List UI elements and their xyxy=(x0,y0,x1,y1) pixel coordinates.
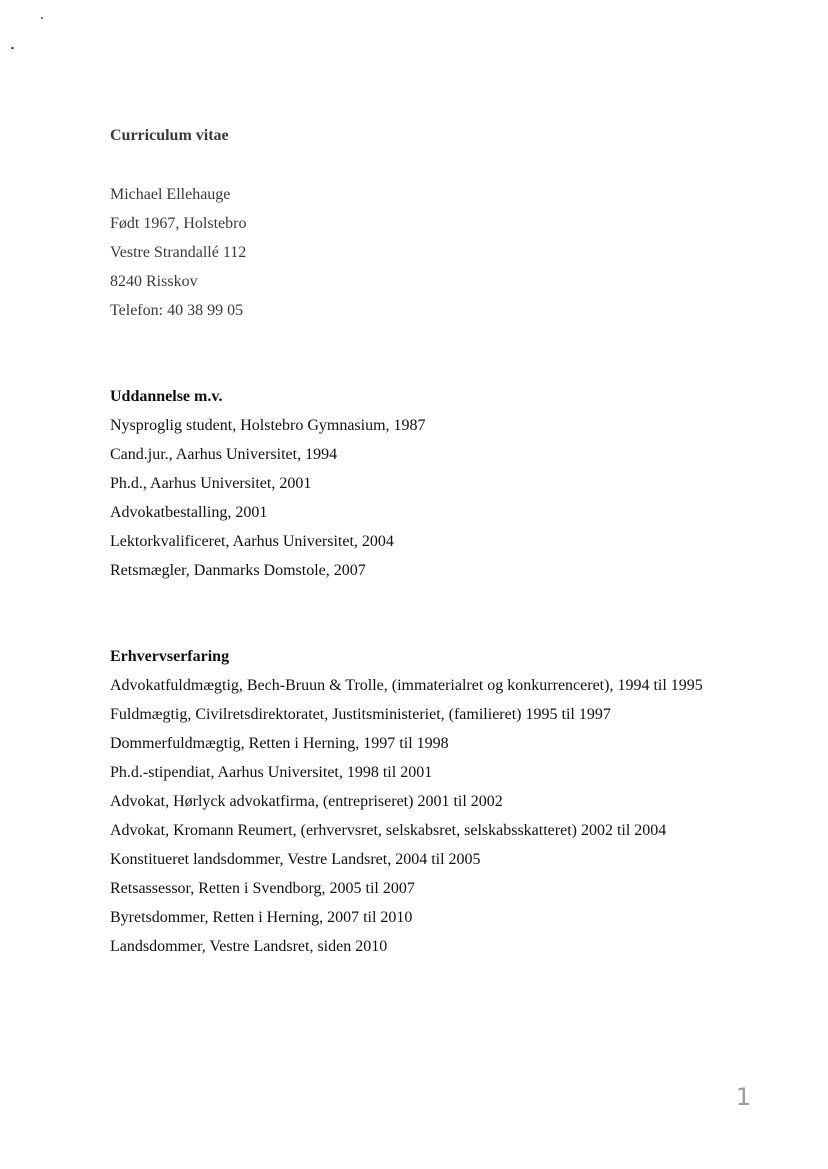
experience-item: Konstitueret landsdommer, Vestre Landsret, 2004 til 2005 xyxy=(110,851,481,868)
experience-item: Advokatfuldmægtig, Bech-Bruun & Trolle, (immaterialret og konkurrenceret), 1994 til 1995 xyxy=(110,677,703,694)
education-item: Ph.d., Aarhus Universitet, 2001 xyxy=(110,475,312,492)
education-item: Advokatbestalling, 2001 xyxy=(110,504,268,521)
scan-speck xyxy=(11,47,14,49)
experience-section xyxy=(110,642,800,961)
experience-item: Byretsdommer, Retten i Herning, 2007 til 2010 xyxy=(110,909,413,926)
page-number: 1 xyxy=(735,1083,751,1111)
document-page xyxy=(110,124,800,961)
education-item: Lektorkvalificeret, Aarhus Universitet, 2004 xyxy=(110,533,394,550)
education-item: Nysproglig student, Holstebro Gymnasium, 1987 xyxy=(110,417,426,434)
education-item: Retsmægler, Danmarks Domstole, 2007 xyxy=(110,562,366,579)
experience-heading: Erhvervserfaring xyxy=(110,648,230,665)
document-title: Curriculum vitae xyxy=(110,127,229,144)
contact-born: Født 1967, Holstebro xyxy=(110,215,247,232)
experience-item: Fuldmægtig, Civilretsdirektoratet, Justitsministeriet, (familieret) 1995 til 1997 xyxy=(110,706,611,723)
experience-item: Landsdommer, Vestre Landsret, siden 2010 xyxy=(110,938,388,955)
experience-item: Advokat, Kromann Reumert, (erhvervsret, selskabsret, selskabsskatteret) 2002 til 2004 xyxy=(110,822,667,839)
contact-phone: Telefon: 40 38 99 05 xyxy=(110,302,244,319)
contact-name: Michael Ellehauge xyxy=(110,186,231,203)
contact-city: 8240 Risskov xyxy=(110,273,198,290)
experience-item: Retsassessor, Retten i Svendborg, 2005 til 2007 xyxy=(110,880,415,897)
education-item: Cand.jur., Aarhus Universitet, 1994 xyxy=(110,446,338,463)
education-section xyxy=(110,382,800,585)
experience-item: Ph.d.-stipendiat, Aarhus Universitet, 1998 til 2001 xyxy=(110,764,433,781)
education-heading: Uddannelse m.v. xyxy=(110,388,223,405)
contact-block xyxy=(110,180,800,325)
scan-speck xyxy=(41,17,43,19)
experience-item: Advokat, Hørlyck advokatfirma, (entrepriseret) 2001 til 2002 xyxy=(110,793,503,810)
contact-address: Vestre Strandallé 112 xyxy=(110,244,247,261)
experience-item: Dommerfuldmægtig, Retten i Herning, 1997 til 1998 xyxy=(110,735,449,752)
